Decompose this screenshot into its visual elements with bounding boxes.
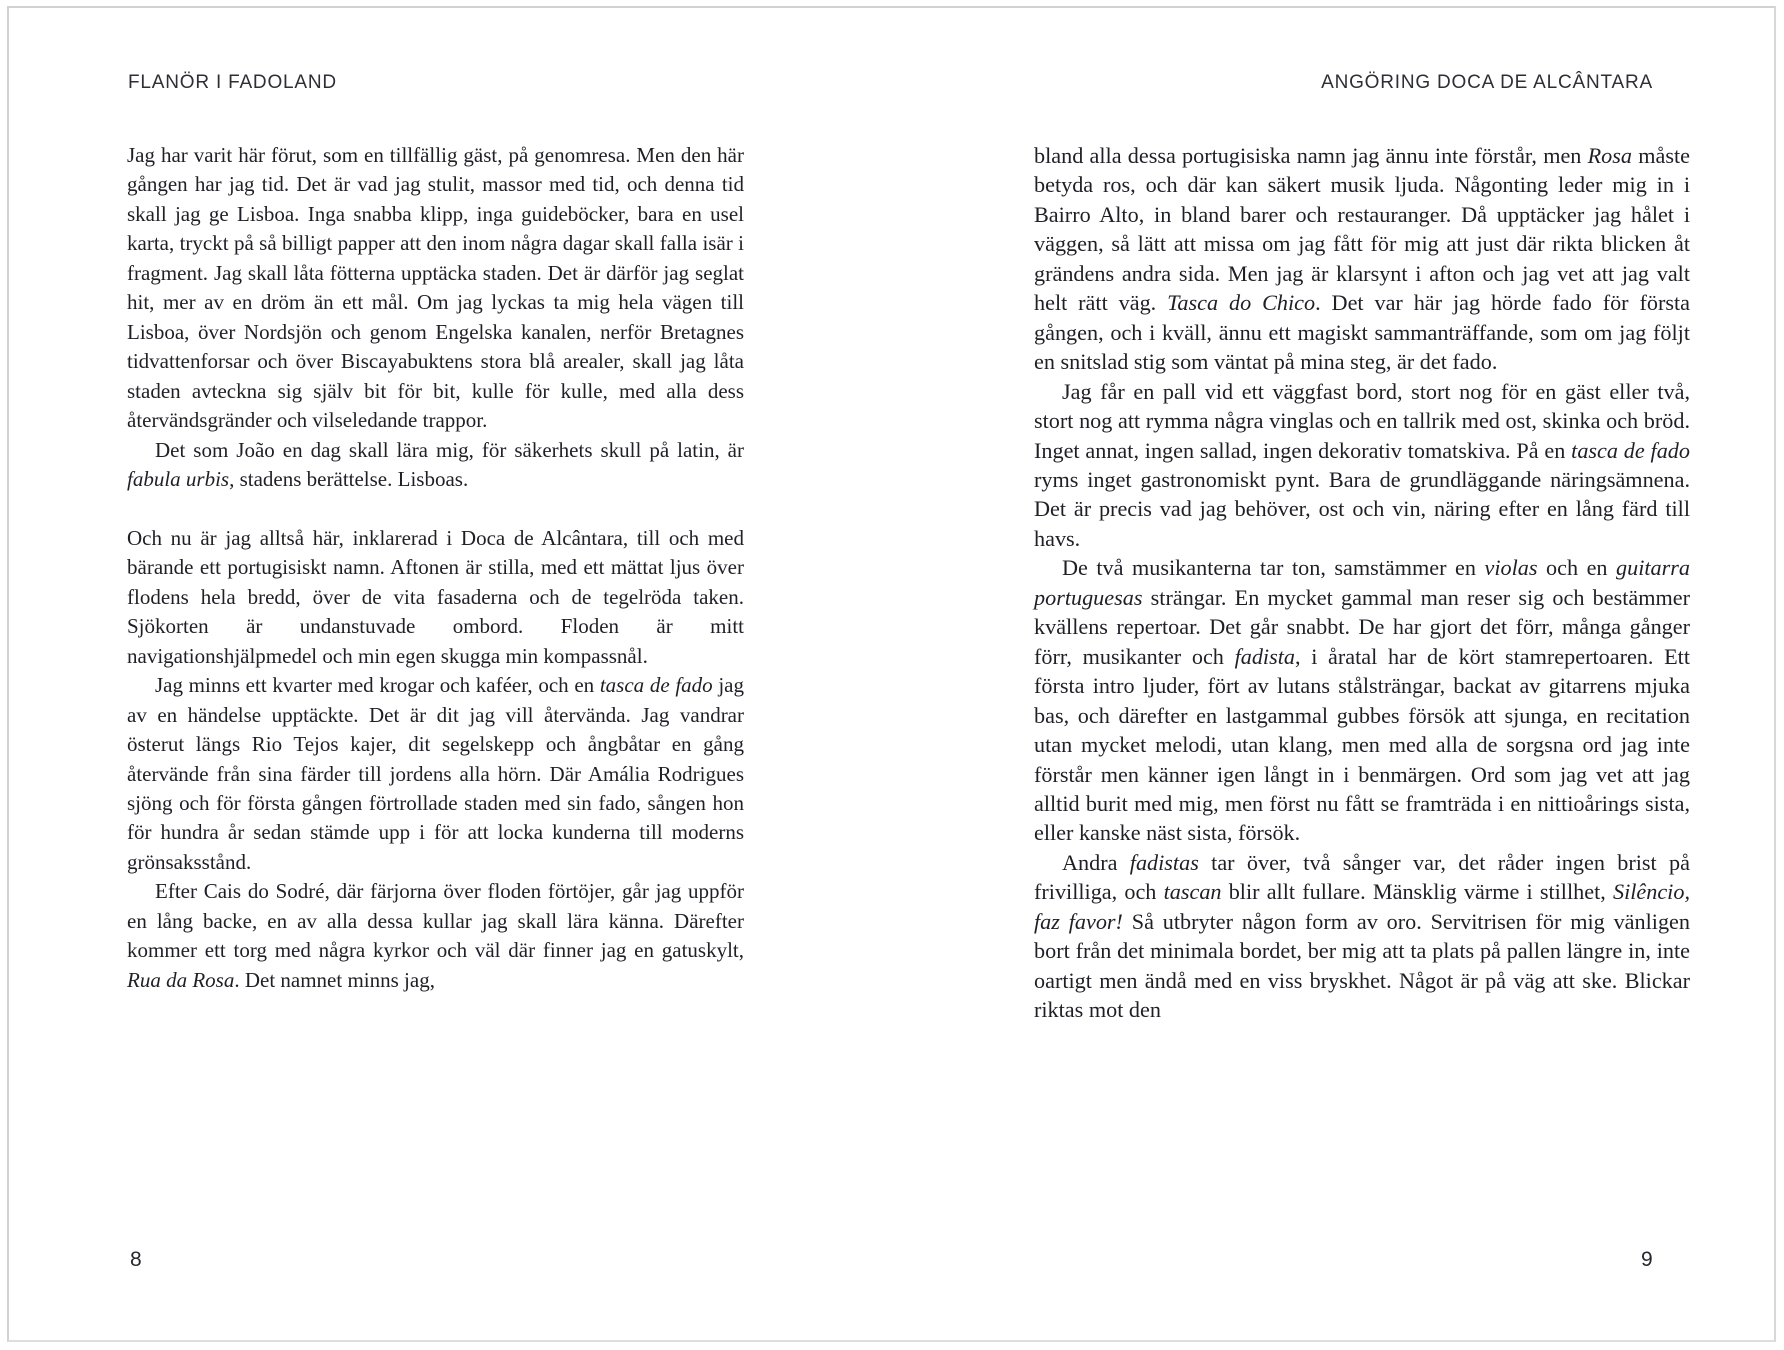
running-header-right: ANGÖRING DOCA DE ALCÂNTARA	[1321, 72, 1653, 93]
running-header-left: FLANÖR I FADOLAND	[128, 72, 337, 93]
paragraph: De två musikanterna tar ton, samstämmer en violas och en guitarra portuguesas strängar. En mycket gammal man reser sig och bestämmer kvällens repertoar. Det går snabbt. De har gjort det förr, många gånger förr, musikanter och fadista, i åratal har de kört stamrepertoaren. Ett första intro ljuder, fört av lutans stålsträngar, backat av gitarrens mjuka bas, och därefter en lastgammal gubbes försök att sjunga, en recitation utan mycket melodi, utan klang, men med alla de sorgsna ord jag inte förstår men känner igen långt in i benmärgen. Ord som jag vet att jag alltid burit med mig, men först nu fått se framträda i en nittioårings sista, eller kanske näst sista, försök.	[1034, 555, 1691, 846]
paragraph: Det som João en dag skall lära mig, för säkerhets skull på latin, är fabula urbis, stadens berättelse. Lisboas.	[127, 437, 744, 491]
paragraph: Andra fadistas tar över, två sånger var, det råder ingen brist på frivilliga, och tascan blir allt fullare. Mänsklig värme i stillhet, Silêncio, faz favor! Så utbryter någon form av oro. Servitrisen för mig vänligen bort från det minimala bordet, ber mig att ta plats på pallen längre in, inte oartigt men ändå med en viss bryskhet. Något är på väg att ske. Blickar riktas mot den	[1034, 849, 1690, 1023]
paragraph: Efter Cais do Sodré, där färjorna över floden förtöjer, går jag uppför en lång backe, en av alla dessa kullar jag skall lära känna. Därefter kommer ett torg med några kyrkor och väl där finner jag en gatuskylt, Rua da Rosa. Det namnet minns jag,	[127, 879, 744, 992]
paragraph: Jag har varit här förut, som en tillfällig gäst, på genomresa. Men den här gången har jag tid. Det är vad jag stulit, massor med tid, och denna tid skall jag ge Lisboa. Inga snabba klipp, inga guideböcker, bara en usel karta, tryckt på så billigt papper att den inom några dagar skall falla isär i fragment. Jag skall låta fötterna upptäcka staden. Det är därför jag seglat hit, mer av en dröm än ett mål. Om jag lyckas ta mig hela vägen till Lisboa, över Nordsjön och genom Engelska kanalen, nerför Bretagnes tidvattenforsar och över Biscayabuktens stora blå arealer, skall jag låta staden avteckna sig själv bit för bit, kulle för kulle, med alla dess återvändsgränder och vilseledande trappor.	[127, 143, 744, 433]
page-number-right: 9	[1641, 1248, 1653, 1271]
paragraph: Jag får en pall vid ett väggfast bord, stort nog för en gäst eller två, stort nog att rymma några vinglas och en tallrik med ost, skinka och bröd. Inget annat, ingen sallad, ingen dekorativ tomatskiva. På en tasca de fado ryms inget gastronomiskt pynt. Bara de grundläggande näringsämnena. Det är precis vad jag behöver, ost och vin, näring efter en lång färd till havs.	[1034, 378, 1690, 551]
paragraph: bland alla dessa portugisiska namn jag ännu inte förstår, men Rosa måste betyda ros, och där kan säkert musik ljuda. Någonting leder mig in i Bairro Alto, in bland barer och restauranger. Då upptäcker jag hålet i väggen, så lätt att missa om jag fått för mig att just där rikta blicken åt grändens andra sida. Men jag är klarsynt i afton och jag vet att jag valt helt rätt väg. Tasca do Chico. Det var här jag hörde fado för första gången, och i kväll, ännu ett magiskt sammanträffande, som om jag följt en snitslad stig som väntat på mina steg, är det fado.	[1034, 143, 1690, 375]
left-page-text-column	[127, 141, 744, 995]
paragraph: Och nu är jag alltså här, inklarerad i Doca de Alcântara, till och med bärande ett portugisiskt namn. Aftonen är stilla, med ett mättat ljus över flodens hela bredd, över de vita fasaderna och de tegelröda taken. Sjökorten är undanstuvade ombord. Floden är mitt navigationshjälpmedel och min egen skugga min kompassnål.	[127, 525, 744, 668]
paragraph: Jag minns ett kvarter med krogar och kaféer, och en tasca de fado jag av en händelse upptäckte. Det är dit jag vill återvända. Jag vandrar österut längs Rio Tejos kajer, dit segelskepp och ångbåtar en gång återvände från sina färder till jordens alla hörn. Där Amália Rodrigues sjöng och för första gången förtrollade staden med sin fado, sången hon för hundra år sedan stämde upp i för att locka kunderna till moderns grönsaksstånd.	[127, 673, 745, 874]
page-number-left: 8	[130, 1248, 142, 1271]
right-page-text-column	[1034, 141, 1690, 1025]
